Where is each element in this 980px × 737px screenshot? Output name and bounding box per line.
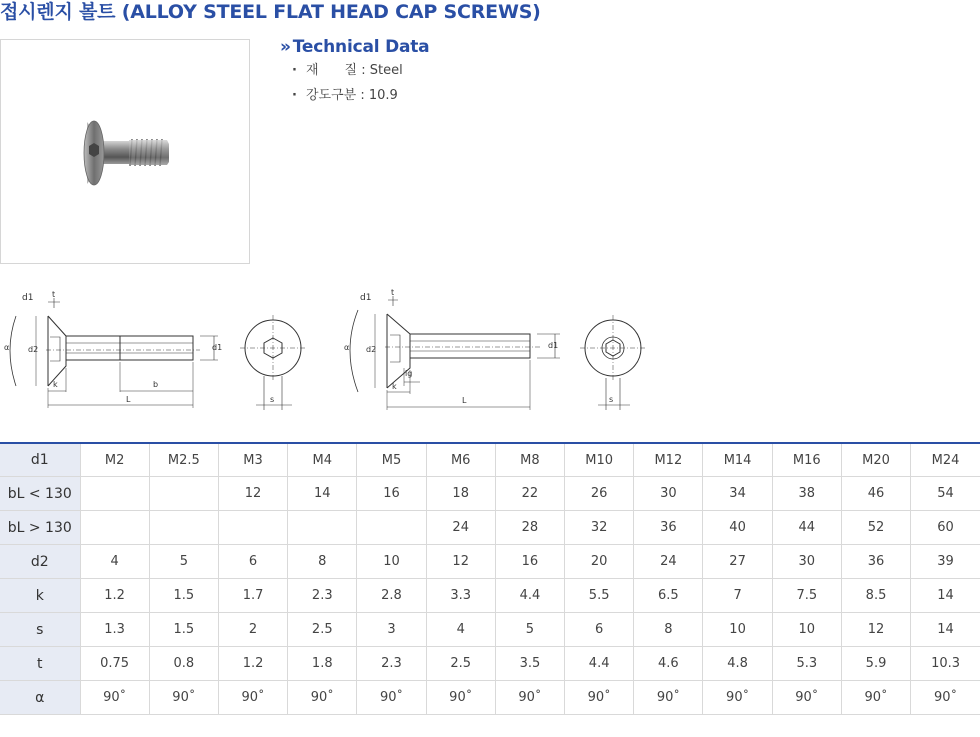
drawing-label-d2: d2 xyxy=(28,345,39,354)
table-cell: 52 xyxy=(841,511,910,545)
table-cell xyxy=(80,477,149,511)
table-cell: 5.9 xyxy=(841,647,910,681)
table-cell: M16 xyxy=(772,443,841,477)
row-header: bL > 130 xyxy=(0,511,80,545)
drawing-label-lg: lg xyxy=(405,369,413,378)
table-cell: M14 xyxy=(703,443,772,477)
drawing-label-t: t xyxy=(52,290,56,299)
table-cell xyxy=(218,511,287,545)
technical-data-item: · 강도구분 : 10.9 xyxy=(280,83,429,108)
table-cell: 90˚ xyxy=(565,681,634,715)
table-row xyxy=(0,681,980,715)
table-cell: 1.2 xyxy=(218,647,287,681)
table-row xyxy=(0,613,980,647)
table-cell xyxy=(149,477,218,511)
table-cell: 2.5 xyxy=(426,647,495,681)
table-cell: M8 xyxy=(495,443,564,477)
row-header: k xyxy=(0,579,80,613)
table-cell: 4.4 xyxy=(565,647,634,681)
table-cell: 1.5 xyxy=(149,579,218,613)
table-cell: 28 xyxy=(495,511,564,545)
side-view-drawing-2 xyxy=(350,296,560,410)
table-row xyxy=(0,443,980,477)
table-cell: 2.8 xyxy=(357,579,426,613)
screw-photo xyxy=(1,40,249,263)
row-header: α xyxy=(0,681,80,715)
table-cell: 30 xyxy=(772,545,841,579)
table-row xyxy=(0,511,980,545)
technical-drawing xyxy=(0,288,650,418)
table-cell: 8 xyxy=(288,545,357,579)
table-cell: 30 xyxy=(634,477,703,511)
table-cell: 90˚ xyxy=(426,681,495,715)
table-cell: 6.5 xyxy=(634,579,703,613)
table-cell: 90˚ xyxy=(357,681,426,715)
table-cell: 18 xyxy=(426,477,495,511)
row-header: bL < 130 xyxy=(0,477,80,511)
table-cell: 90˚ xyxy=(911,681,980,715)
table-cell: 10 xyxy=(772,613,841,647)
drawing-label-l: L xyxy=(126,395,131,404)
table-cell: 90˚ xyxy=(772,681,841,715)
table-cell: 60 xyxy=(911,511,980,545)
drawing-label-d2-2: d2 xyxy=(366,345,377,354)
table-cell: 8 xyxy=(634,613,703,647)
table-cell: M24 xyxy=(911,443,980,477)
table-cell: 90˚ xyxy=(80,681,149,715)
double-chevron-icon: » xyxy=(280,37,291,57)
table-cell: 27 xyxy=(703,545,772,579)
table-cell: 90˚ xyxy=(495,681,564,715)
product-image xyxy=(0,39,250,264)
table-cell: 22 xyxy=(495,477,564,511)
table-cell: 44 xyxy=(772,511,841,545)
table-cell: 4.8 xyxy=(703,647,772,681)
table-cell: 7 xyxy=(703,579,772,613)
table-cell xyxy=(149,511,218,545)
drawing-label-b: b xyxy=(153,380,159,389)
table-cell: M3 xyxy=(218,443,287,477)
technical-data-item: · 재 질 : Steel xyxy=(280,58,429,83)
table-cell: 2.5 xyxy=(288,613,357,647)
table-cell: 46 xyxy=(841,477,910,511)
table-cell: 90˚ xyxy=(288,681,357,715)
table-cell: 16 xyxy=(357,477,426,511)
table-cell: M10 xyxy=(565,443,634,477)
table-cell: 3.3 xyxy=(426,579,495,613)
table-cell: 0.8 xyxy=(149,647,218,681)
table-cell: 40 xyxy=(703,511,772,545)
drawing-label-d1-side-2: d1 xyxy=(548,341,559,350)
table-row xyxy=(0,477,980,511)
table-cell: 1.5 xyxy=(149,613,218,647)
table-cell: 14 xyxy=(911,613,980,647)
table-cell: M20 xyxy=(841,443,910,477)
table-cell: 32 xyxy=(565,511,634,545)
drawing-label-k-2: k xyxy=(392,382,397,391)
side-view-drawing-1 xyxy=(10,298,218,408)
drawing-label-d1-2: d1 xyxy=(360,293,372,303)
table-cell: 1.8 xyxy=(288,647,357,681)
table-cell: M2.5 xyxy=(149,443,218,477)
table-cell xyxy=(80,511,149,545)
table-cell xyxy=(357,511,426,545)
table-cell: 5.5 xyxy=(565,579,634,613)
table-cell: M6 xyxy=(426,443,495,477)
drawing-label-d1: d1 xyxy=(22,293,34,303)
table-cell: 2 xyxy=(218,613,287,647)
table-cell: 12 xyxy=(841,613,910,647)
table-cell: 8.5 xyxy=(841,579,910,613)
drawing-label-d1-side: d1 xyxy=(212,343,223,352)
table-cell: 26 xyxy=(565,477,634,511)
table-cell: 6 xyxy=(218,545,287,579)
specification-table xyxy=(0,442,980,715)
table-cell: 12 xyxy=(218,477,287,511)
table-cell: 16 xyxy=(495,545,564,579)
table-cell: 54 xyxy=(911,477,980,511)
table-row xyxy=(0,579,980,613)
table-cell: M5 xyxy=(357,443,426,477)
drawing-label-l-2: L xyxy=(462,396,467,405)
table-cell: 24 xyxy=(634,545,703,579)
table-cell: 7.5 xyxy=(772,579,841,613)
table-cell: 10 xyxy=(703,613,772,647)
table-cell: 10.3 xyxy=(911,647,980,681)
table-cell: 90˚ xyxy=(634,681,703,715)
table-cell: 4.6 xyxy=(634,647,703,681)
table-cell: 4 xyxy=(426,613,495,647)
table-cell: 34 xyxy=(703,477,772,511)
table-cell: 36 xyxy=(634,511,703,545)
row-header: d2 xyxy=(0,545,80,579)
row-header: t xyxy=(0,647,80,681)
table-cell: 38 xyxy=(772,477,841,511)
table-cell: 0.75 xyxy=(80,647,149,681)
table-cell: M4 xyxy=(288,443,357,477)
drawing-label-s-2: s xyxy=(609,395,614,404)
table-cell: 6 xyxy=(565,613,634,647)
table-cell: 90˚ xyxy=(218,681,287,715)
page-title: 접시렌지 볼트 (ALLOY STEEL FLAT HEAD CAP SCREWS) xyxy=(0,1,541,23)
technical-data xyxy=(280,36,429,108)
table-cell: 90˚ xyxy=(149,681,218,715)
table-cell: 10 xyxy=(357,545,426,579)
table-cell: 90˚ xyxy=(841,681,910,715)
table-cell: 14 xyxy=(288,477,357,511)
drawing-label-alpha: α xyxy=(4,343,10,352)
table-cell: 5 xyxy=(149,545,218,579)
drawing-label-k: k xyxy=(53,380,58,389)
table-cell: 14 xyxy=(911,579,980,613)
table-cell: 12 xyxy=(426,545,495,579)
row-header: s xyxy=(0,613,80,647)
table-cell: M2 xyxy=(80,443,149,477)
table-cell: 90˚ xyxy=(703,681,772,715)
table-cell: 36 xyxy=(841,545,910,579)
table-cell: 5.3 xyxy=(772,647,841,681)
table-cell: 5 xyxy=(495,613,564,647)
table-cell: 4.4 xyxy=(495,579,564,613)
table-cell xyxy=(288,511,357,545)
drawing-label-t-2: t xyxy=(391,288,395,297)
table-cell: 2.3 xyxy=(357,647,426,681)
table-cell: 39 xyxy=(911,545,980,579)
table-cell: 3 xyxy=(357,613,426,647)
table-cell: 2.3 xyxy=(288,579,357,613)
table-cell: M12 xyxy=(634,443,703,477)
table-row xyxy=(0,647,980,681)
table-row xyxy=(0,545,980,579)
table-cell: 1.7 xyxy=(218,579,287,613)
table-cell: 20 xyxy=(565,545,634,579)
technical-data-heading: Technical Data xyxy=(292,37,430,57)
table-cell: 1.3 xyxy=(80,613,149,647)
row-header: d1 xyxy=(0,443,80,477)
drawing-label-alpha-2: α xyxy=(344,343,350,352)
drawing-label-s: s xyxy=(270,395,275,404)
table-cell: 3.5 xyxy=(495,647,564,681)
table-cell: 1.2 xyxy=(80,579,149,613)
table-cell: 24 xyxy=(426,511,495,545)
table-cell: 4 xyxy=(80,545,149,579)
